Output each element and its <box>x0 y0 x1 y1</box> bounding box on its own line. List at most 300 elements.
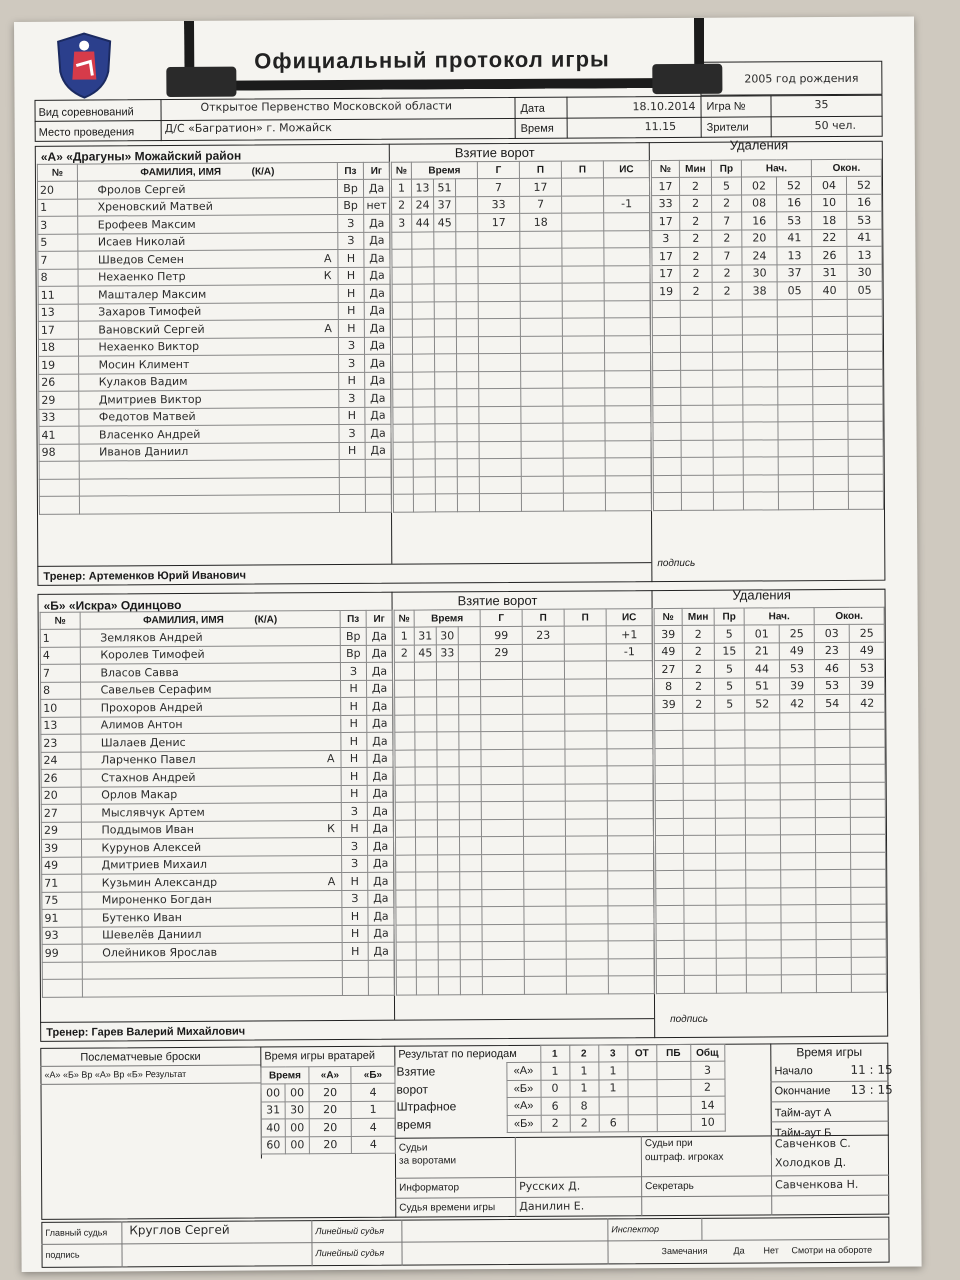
goal-time-sec <box>437 837 459 855</box>
penalty-start-min <box>743 387 778 405</box>
goal-assist <box>520 336 562 354</box>
goal-time-x <box>459 802 481 820</box>
goal-time-x <box>457 459 479 477</box>
penalty-start-sec <box>780 800 815 818</box>
time-value: 11.15 <box>644 119 677 134</box>
goal-time-min <box>412 284 434 302</box>
table-row <box>393 370 651 389</box>
table-row <box>653 369 883 388</box>
goal-number <box>392 337 412 355</box>
period-value: 6 <box>599 1114 628 1132</box>
penalty-start-sec <box>781 905 816 923</box>
goal-number <box>396 890 416 908</box>
player-name: Власенко Андрей <box>79 425 339 444</box>
penalty-player: 49 <box>654 643 682 661</box>
table-row <box>38 319 390 339</box>
penalty-reason <box>713 422 743 440</box>
penalty-end-sec <box>850 834 885 852</box>
penalty-reason <box>716 905 746 923</box>
goal-assist <box>524 924 566 942</box>
player-position: Н <box>342 907 368 925</box>
player-position: З <box>338 214 364 232</box>
player-played: Да <box>367 732 393 750</box>
penalty-reason <box>716 888 746 906</box>
goal-time-x <box>457 441 479 459</box>
player-number <box>39 461 79 479</box>
goal-assist: 17 <box>519 178 561 196</box>
goal-number <box>393 494 413 512</box>
goal-time-sec <box>435 441 457 459</box>
table-row <box>261 1118 395 1136</box>
goal-assist <box>521 406 563 424</box>
goal-time-min <box>412 301 434 319</box>
goal-scorer <box>479 441 521 459</box>
penalty-reason <box>713 387 743 405</box>
penalty-reason <box>713 370 743 388</box>
penalty-end-sec: 49 <box>849 642 884 660</box>
goal-time-x <box>458 627 480 645</box>
period-value: 1 <box>598 1062 627 1080</box>
goal-assist-2 <box>563 423 605 441</box>
goal-assist <box>521 388 563 406</box>
period-value: 6 <box>541 1097 570 1115</box>
table-row <box>656 852 886 871</box>
table-row <box>42 890 394 910</box>
penalty-player: 17 <box>652 265 680 283</box>
penalty-end-min <box>815 729 850 747</box>
goal-number <box>392 249 412 267</box>
player-played: Да <box>364 284 390 302</box>
table-row <box>652 334 882 353</box>
penalty-start-min: 44 <box>744 660 779 678</box>
goal-strength <box>604 318 650 336</box>
period-spacer <box>724 1061 770 1079</box>
player-position: Н <box>341 715 367 733</box>
gk-min: 60 <box>261 1136 285 1154</box>
team-a-signature-label: подпись <box>657 557 696 570</box>
penalty-reason <box>713 457 743 475</box>
goal-strength <box>605 458 651 476</box>
penalty-minutes <box>683 748 715 766</box>
goal-assist-2 <box>566 871 608 889</box>
penalty-start-min: 20 <box>742 229 777 247</box>
goal-time-sec <box>434 336 456 354</box>
goal-scorer <box>482 941 524 959</box>
goal-scorer <box>480 661 522 679</box>
goal-strength <box>608 853 654 871</box>
goal-assist-2 <box>565 801 607 819</box>
goal-strength <box>604 213 650 231</box>
goal-strength <box>607 766 653 784</box>
player-name: Ерофеев Максим <box>78 215 338 234</box>
penalty-reason <box>715 835 745 853</box>
goal-assist-2 <box>563 370 605 388</box>
penalty-start-min <box>745 712 780 730</box>
player-played <box>368 960 394 978</box>
penalty-minutes: 2 <box>683 678 715 696</box>
period-value: 14 <box>691 1096 725 1114</box>
table-row <box>261 1136 395 1154</box>
player-position: Н <box>338 249 364 267</box>
table-row <box>41 697 393 717</box>
goal-strength <box>607 748 653 766</box>
penalty-start-min <box>746 922 781 940</box>
period-value: 1 <box>569 1079 598 1097</box>
player-position <box>339 477 365 495</box>
periods-table: 1 2 3 ОТ ПБ Общ Взятие «А» 1 1 1 3 ворот «Б» 0 1 1 2 Штрафное «А» 6 8 14 время «Б» 2 2 6 10 <box>394 1043 771 1133</box>
game-start-value: 11 : 15 <box>850 1062 893 1077</box>
player-number: 93 <box>42 927 82 945</box>
player-played: Да <box>367 802 393 820</box>
penalty-start-min <box>743 439 778 457</box>
penalty-player <box>653 422 681 440</box>
goal-strength <box>607 818 653 836</box>
player-played: Да <box>365 424 391 442</box>
period-value <box>656 1079 690 1097</box>
chief-referee-value: Круглов Сергей <box>129 1222 230 1238</box>
penalty-start-min: 01 <box>744 625 779 643</box>
goal-strength <box>604 300 650 318</box>
table-row <box>393 388 651 407</box>
table-row <box>38 249 390 269</box>
penalty-minutes: 2 <box>682 625 714 643</box>
penalty-end-min <box>816 904 851 922</box>
penalty-end-min: 46 <box>814 659 849 677</box>
goal-time-x <box>460 907 482 925</box>
period-spacer <box>725 1096 771 1114</box>
penalty-end-sec <box>850 712 885 730</box>
penalty-start-min <box>745 782 780 800</box>
penalty-minutes <box>683 800 715 818</box>
penalty-end-min: 54 <box>815 694 850 712</box>
goal-assist-2 <box>562 283 604 301</box>
penalty-start-min <box>745 765 780 783</box>
goal-scorer <box>481 784 523 802</box>
goal-number <box>395 697 415 715</box>
player-number: 23 <box>41 734 81 752</box>
penalty-reason <box>712 335 742 353</box>
player-name: Поддымов Иван К <box>81 820 341 839</box>
penalty-end-min <box>813 474 848 492</box>
table-row <box>394 1078 770 1098</box>
competition-value: Открытое Первенство Московской области <box>200 99 453 114</box>
penalty-end-min <box>816 852 851 870</box>
penalty-minutes <box>684 853 716 871</box>
penalty-minutes <box>684 923 716 941</box>
goal-strength <box>604 335 650 353</box>
penalty-reason: 5 <box>715 695 745 713</box>
goal-assist-2 <box>565 731 607 749</box>
penalty-start-sec: 39 <box>780 677 815 695</box>
goal-strength <box>608 941 654 959</box>
player-number: 26 <box>41 769 81 787</box>
penalty-minutes <box>681 405 713 423</box>
goal-time-x <box>457 424 479 442</box>
team-b-coach: Тренер: Гарев Валерий Михайлович <box>46 1025 246 1039</box>
penalty-minutes: 2 <box>679 177 711 195</box>
penalty-reason <box>715 783 745 801</box>
penalty-end-sec <box>851 852 886 870</box>
table-row <box>38 197 390 217</box>
goal-scorer <box>482 871 524 889</box>
penalty-reason <box>716 940 746 958</box>
player-name: Прохоров Андрей <box>81 698 341 717</box>
penalty-start-sec <box>780 712 815 730</box>
penalty-end-sec: 53 <box>847 211 882 229</box>
penalty-start-sec <box>780 765 815 783</box>
player-number: 29 <box>41 822 81 840</box>
goal-time-sec <box>435 459 457 477</box>
goal-time-x <box>457 476 479 494</box>
player-played: Да <box>367 837 393 855</box>
penalty-minutes: 2 <box>683 695 715 713</box>
player-position: Н <box>338 267 364 285</box>
gk-a: 20 <box>309 1101 351 1119</box>
penalty-minutes <box>681 457 713 475</box>
table-row <box>392 195 650 214</box>
penalty-end-sec: 05 <box>847 281 882 299</box>
linesman-1-label: Линейный судья <box>315 1225 385 1237</box>
penalty-start-min: 52 <box>745 695 780 713</box>
penalty-minutes <box>683 835 715 853</box>
penalty-start-min <box>743 352 778 370</box>
goal-time-min: 13 <box>411 179 433 197</box>
goal-number <box>396 925 416 943</box>
goal-time-x <box>456 214 478 232</box>
goal-time-sec <box>438 854 460 872</box>
team-b-roster: № ФАМИЛИЯ, ИМЯ (К/А) Пз Иг 1 Земляков Андрей Вр Да 4 Королев Тимофей Вр Да 7 Власов Савва З Да 8 Савельев Серафим Н Да 10 Прохоров Андрей Н Да 13 Алимов Антон Н Да 23 Шалаев Денис Н Да 24 Ларченко Павел А Н Да 26 Стахнов Андрей Н Да 20 Орлов Макар Н Да 27 Мыслявчук Артем З Да 29 Поддымов Иван К Н Да 39 Курунов Алексей З Да 49 Дмитриев Михаил З Да 71 Кузьмин Александр А Н Да 75 Мироненко Богдан З Да 91 Бутенко Иван Н Да 93 Шевелёв Даниил Н Да 99 Олейников Ярослав Н Да <box>40 610 395 998</box>
penalty-end-min <box>816 957 851 975</box>
penalty-start-min: 08 <box>742 194 777 212</box>
penalty-start-sec <box>781 975 816 993</box>
table-row <box>394 643 652 662</box>
player-position: Н <box>338 319 364 337</box>
penalty-start-min: 24 <box>742 247 777 265</box>
player-played <box>365 459 391 477</box>
remarks-yes: Да <box>733 1245 745 1256</box>
penalty-start-sec: 53 <box>777 212 812 230</box>
penalty-end-sec <box>848 456 883 474</box>
game-end-label: Окончание <box>774 1085 831 1098</box>
period-value: 8 <box>570 1097 599 1115</box>
penalty-end-sec <box>851 957 886 975</box>
table-row <box>39 459 391 479</box>
team-b-penalties-table: № Мин Пр Нач. Окон. 39 2 5 01 25 03 25 49 2 15 21 49 23 49 27 2 5 44 53 46 53 8 2 5 51 39 53 39 39 2 5 52 42 54 42 <box>654 607 887 994</box>
penalty-minutes <box>681 475 713 493</box>
goal-assist-2 <box>566 923 608 941</box>
goal-number <box>395 837 415 855</box>
spectators-label: Зрители <box>706 121 749 134</box>
goal-time-sec <box>435 406 457 424</box>
penalty-end-sec: 41 <box>847 229 882 247</box>
penalty-minutes <box>680 300 712 318</box>
goal-time-sec <box>437 679 459 697</box>
secretary-value: Савченкова Н. <box>775 1177 859 1192</box>
goal-scorer <box>481 714 523 732</box>
player-number: 10 <box>41 699 81 717</box>
goal-time-min: 44 <box>412 214 434 232</box>
goal-assist-2 <box>566 906 608 924</box>
player-name: Шведов Семен А <box>78 250 338 269</box>
date-value: 18.10.2014 <box>632 99 696 114</box>
goal-time-min <box>416 872 438 890</box>
team-b-goals-table: № Время Г П П ИС 1 31 30 99 23 +1 2 45 33 29 -1 <box>394 608 655 995</box>
goal-time-min <box>415 784 437 802</box>
player-number: 99 <box>42 944 82 962</box>
penalty-start-min <box>742 317 777 335</box>
penalty-minutes <box>684 940 716 958</box>
penalty-start-min <box>746 852 781 870</box>
penalty-start-min <box>743 422 778 440</box>
penalty-end-sec: 42 <box>850 694 885 712</box>
penalty-end-min <box>815 712 850 730</box>
goal-assist <box>523 679 565 697</box>
penalty-end-min <box>813 491 848 509</box>
goal-time-x <box>459 819 481 837</box>
goal-number <box>392 267 412 285</box>
goal-time-min <box>413 354 435 372</box>
penalty-start-sec <box>778 352 813 370</box>
penalty-player <box>653 457 681 475</box>
penalty-player <box>653 492 681 510</box>
team-b-name: «Б» «Искра» Одинцово <box>43 597 182 613</box>
penalty-reason: 7 <box>712 247 742 265</box>
penalty-player <box>655 713 683 731</box>
goal-time-min <box>416 977 438 995</box>
penalty-minutes <box>681 440 713 458</box>
player-played: Да <box>367 680 393 698</box>
goal-scorer <box>479 353 521 371</box>
goal-time-min <box>415 819 437 837</box>
player-position: З <box>339 424 365 442</box>
goal-time-min <box>415 837 437 855</box>
table-row <box>39 354 391 374</box>
player-played: Да <box>364 337 390 355</box>
penalty-minutes <box>684 905 716 923</box>
penalty-reason <box>713 440 743 458</box>
table-row <box>651 176 881 195</box>
goal-time-min <box>412 231 434 249</box>
goal-time-x <box>457 406 479 424</box>
penalty-end-min <box>813 439 848 457</box>
linesman-2-label: Линейный судья <box>315 1247 385 1259</box>
penalty-end-sec <box>848 474 883 492</box>
period-value: 2 <box>541 1115 570 1133</box>
goal-time-x <box>459 697 481 715</box>
goal-time-sec <box>435 424 457 442</box>
player-played: Да <box>365 354 391 372</box>
penalty-start-min <box>745 730 780 748</box>
penalty-start-min <box>745 747 780 765</box>
penalty-minutes: 2 <box>680 247 712 265</box>
goal-strength <box>608 976 654 994</box>
penalty-start-min <box>742 299 777 317</box>
goal-time-sec: 30 <box>436 627 458 645</box>
game-protocol-sheet <box>14 17 922 1272</box>
penalty-player: 17 <box>651 177 679 195</box>
penalty-end-min <box>812 299 847 317</box>
player-number <box>39 479 79 497</box>
player-position: Вр <box>340 627 366 645</box>
goal-scorer <box>482 889 524 907</box>
goal-scorer <box>481 819 523 837</box>
penalty-player <box>653 475 681 493</box>
penalty-end-min: 31 <box>812 264 847 282</box>
period-value: 2 <box>570 1114 599 1132</box>
goal-time-sec <box>435 354 457 372</box>
goal-assist-2 <box>561 178 603 196</box>
table-row <box>38 214 390 234</box>
goal-scorer <box>478 248 520 266</box>
see-back-label: Смотри на обороте <box>791 1244 873 1256</box>
goal-time-sec <box>435 476 457 494</box>
goal-time-min <box>413 406 435 424</box>
penalty-end-min: 04 <box>811 176 846 194</box>
penalty-player <box>655 765 683 783</box>
goal-assist-2 <box>562 300 604 318</box>
penalty-end-sec <box>851 922 886 940</box>
player-number: 11 <box>38 286 78 304</box>
penalty-end-sec: 16 <box>847 194 882 212</box>
goal-assist-2 <box>564 661 606 679</box>
player-played: Да <box>365 407 391 425</box>
goal-assist <box>524 871 566 889</box>
goal-number <box>393 389 413 407</box>
penalty-minutes <box>684 975 716 993</box>
goal-assist <box>521 371 563 389</box>
period-spacer <box>724 1078 770 1096</box>
goal-assist-2 <box>562 213 604 231</box>
penalty-player <box>652 335 680 353</box>
penalty-start-sec: 49 <box>779 642 814 660</box>
penalty-start-min: 30 <box>742 264 777 282</box>
goal-time-x <box>456 284 478 302</box>
goal-time-sec <box>434 319 456 337</box>
player-position <box>339 459 365 477</box>
player-played <box>365 477 391 495</box>
table-row <box>656 957 886 976</box>
penalty-reason: 2 <box>712 195 742 213</box>
penalty-start-sec: 05 <box>777 282 812 300</box>
player-position: Н <box>342 872 368 890</box>
table-row <box>392 300 650 319</box>
penalty-reason: 2 <box>712 282 742 300</box>
player-played: нет <box>364 197 390 215</box>
penalty-reason <box>715 748 745 766</box>
period-value <box>628 1097 657 1115</box>
goal-number <box>396 977 416 995</box>
table-row <box>655 799 885 818</box>
player-position: З <box>339 389 365 407</box>
period-spacer <box>725 1113 771 1131</box>
table-row <box>394 661 652 680</box>
goal-assist-2 <box>562 195 604 213</box>
penalty-end-min <box>812 334 847 352</box>
goal-strength <box>605 475 651 493</box>
goal-time-x <box>456 249 478 267</box>
goal-strength <box>607 731 653 749</box>
goal-assist <box>520 283 562 301</box>
goal-time-min <box>413 459 435 477</box>
goal-number <box>395 732 415 750</box>
goal-assist-2 <box>564 643 606 661</box>
goal-time-sec <box>438 889 460 907</box>
goal-number <box>395 750 415 768</box>
table-row <box>395 766 653 785</box>
captain-mark: А <box>326 752 335 766</box>
penalty-player <box>656 923 684 941</box>
goal-scorer: 29 <box>480 644 522 662</box>
